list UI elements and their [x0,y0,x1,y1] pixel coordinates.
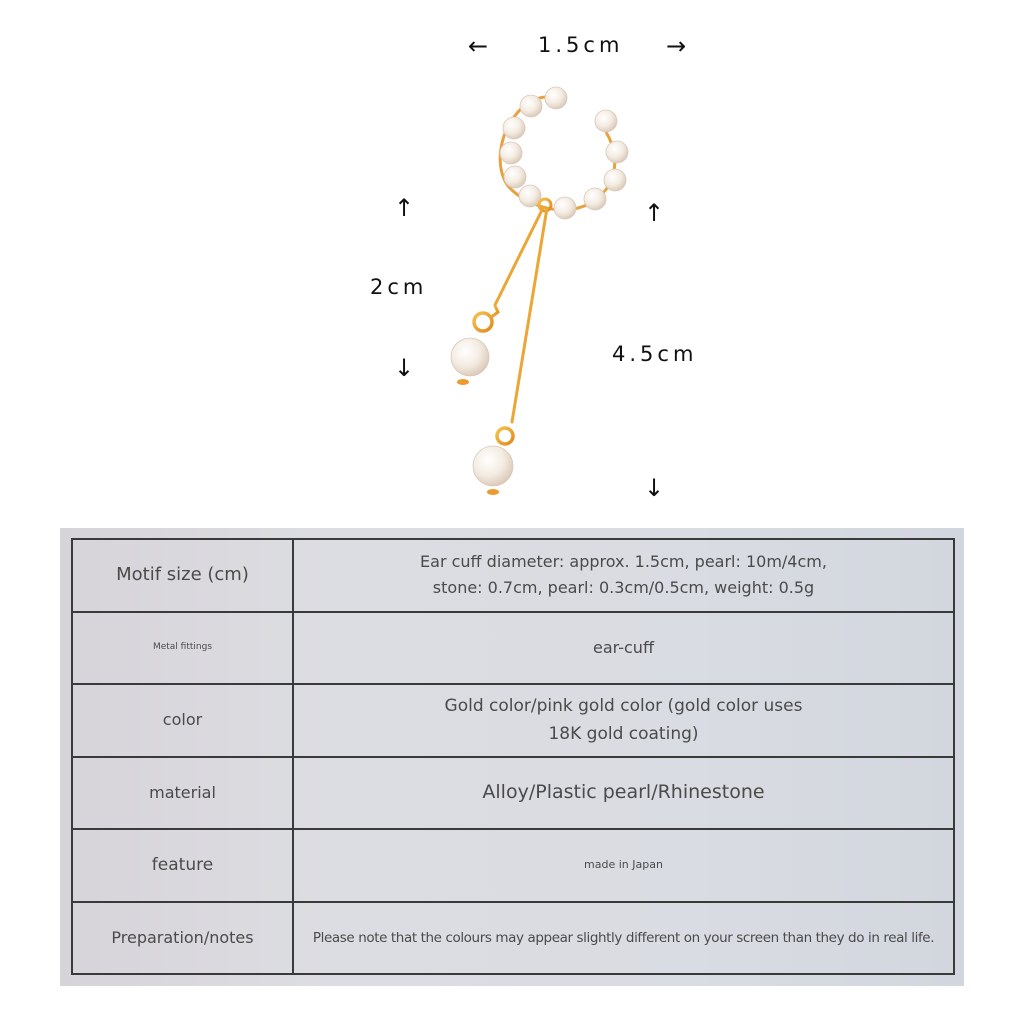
arrow-down-icon: ↓ [394,354,415,382]
spec-value-line: Ear cuff diameter: approx. 1.5cm, pearl: 10m/4cm, [420,551,827,571]
gold-pins [495,208,547,422]
spec-value-feature [293,829,954,902]
spec-value-line: made in Japan [584,858,663,872]
spec-panel [60,528,964,986]
spec-label-metal-fittings: Metal fittings [72,612,293,685]
spec-label-color: color [72,684,293,757]
spec-value-color [293,684,954,757]
table-row [72,902,954,975]
arrow-up-icon: ↑ [394,194,415,222]
left-drop-dimension-label: 2cm [370,275,428,299]
width-dimension-label: 1.5cm [538,33,624,57]
spec-value-line: 18K gold coating) [548,724,699,745]
table-row [72,829,954,902]
spec-value-line: ear-cuff [593,637,654,657]
spec-value-line: stone: 0.7cm, pearl: 0.3cm/0.5cm, weight: 0.5g [432,578,815,598]
table-row [72,539,954,612]
arrow-left-icon: ← [468,32,489,60]
cuff-pearls [500,87,628,219]
long-drop-pearl [473,446,513,486]
table-row [72,684,954,757]
total-drop-dimension-label: 4.5cm [612,342,698,366]
spec-value-line: Please note that the colours may appear slightly different on your screen than they do in real life. [312,929,935,946]
spec-value-motif-size [293,539,954,612]
arrow-right-icon: → [666,32,687,60]
arrow-up-icon: ↑ [644,199,665,227]
spec-value-notes [293,902,954,975]
spec-value-metal-fittings [293,612,954,685]
spec-label-notes: Preparation/notes [72,902,293,975]
short-drop-pearl [451,338,489,376]
spec-label-motif-size: Motif size (cm) [72,539,293,612]
spec-value-line: Alloy/Plastic pearl/Rhinestone [482,781,765,804]
table-row [72,757,954,830]
spec-label-feature: feature [72,829,293,902]
spec-value-line: Gold color/pink gold color (gold color uses [444,696,803,717]
spec-table [71,538,955,975]
arrow-down-icon: ↓ [644,474,665,502]
spec-value-material [293,757,954,830]
spec-label-material: material [72,757,293,830]
table-row [72,612,954,685]
